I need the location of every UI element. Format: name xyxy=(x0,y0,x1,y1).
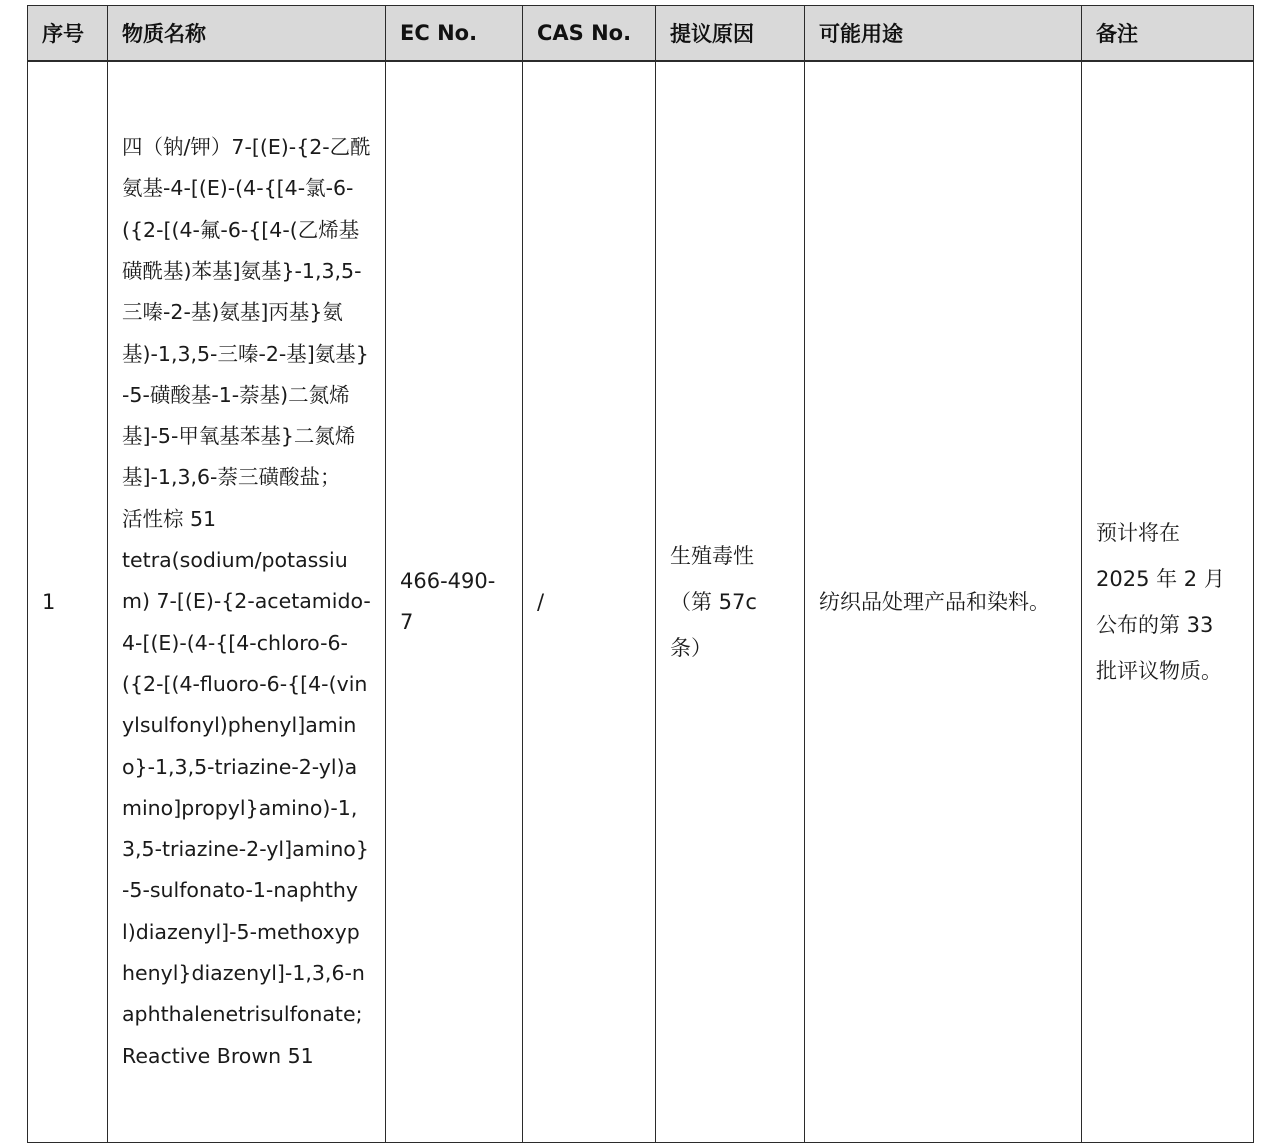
header-cas-no: CAS No. xyxy=(523,6,656,62)
substance-name-chinese-common: 活性棕 51 xyxy=(122,506,217,531)
cell-substance-name xyxy=(108,61,386,1143)
substance-name-chinese: 四（钠/钾）7-[(E)-{2-乙酰氨基-4-[(E)-(4-{[4-氯-6-({2-[(4-氟-6-{[4-(乙烯基磺酰基)苯基]氨基}-1,3,5-三嗪-2-基)氨基]丙基}氨基)-1,3,5-三嗪-2-基]氨基}-5-磺酸基-1-萘基)二氮烯基]-5-甲氧基苯基}二氮烯基]-1,3,6-萘三磺酸盐； xyxy=(122,135,371,490)
table-header-row xyxy=(28,6,1254,62)
header-substance-name: 物质名称 xyxy=(108,6,386,62)
header-possible-use: 可能用途 xyxy=(805,6,1082,62)
substance-table xyxy=(27,5,1254,1143)
cell-remarks: 预计将在 2025 年 2 月公布的第 33 批评议物质。 xyxy=(1082,61,1254,1143)
header-reason: 提议原因 xyxy=(656,6,805,62)
cell-reason: 生殖毒性（第 57c 条） xyxy=(656,61,805,1143)
header-ec-no: EC No. xyxy=(386,6,523,62)
table-row xyxy=(28,61,1254,1143)
cell-possible-use: 纺织品处理产品和染料。 xyxy=(805,61,1082,1143)
cell-ec-no: 466-490-7 xyxy=(386,61,523,1143)
header-remarks: 备注 xyxy=(1082,6,1254,62)
header-serial-no: 序号 xyxy=(28,6,108,62)
cell-cas-no: / xyxy=(523,61,656,1143)
cell-serial-no: 1 xyxy=(28,61,108,1143)
substance-name-english: tetra(sodium/potassium) 7-[(E)-{2-acetamido-4-[(E)-(4-{[4-chloro-6-({2-[(4-fluoro-6-{[4-(vinylsulfonyl)phenyl]amino}-1,3,5-triazine-2-yl)amino]propyl}amino)-1,3,5-triazine-2-yl]amino}-5-sulfonato-1-naphthyl)diazenyl]-5-methoxyphenyl}diazenyl]-1,3,6-naphthalenetrisulfonate; Reactive Brown 51 xyxy=(122,548,371,1068)
